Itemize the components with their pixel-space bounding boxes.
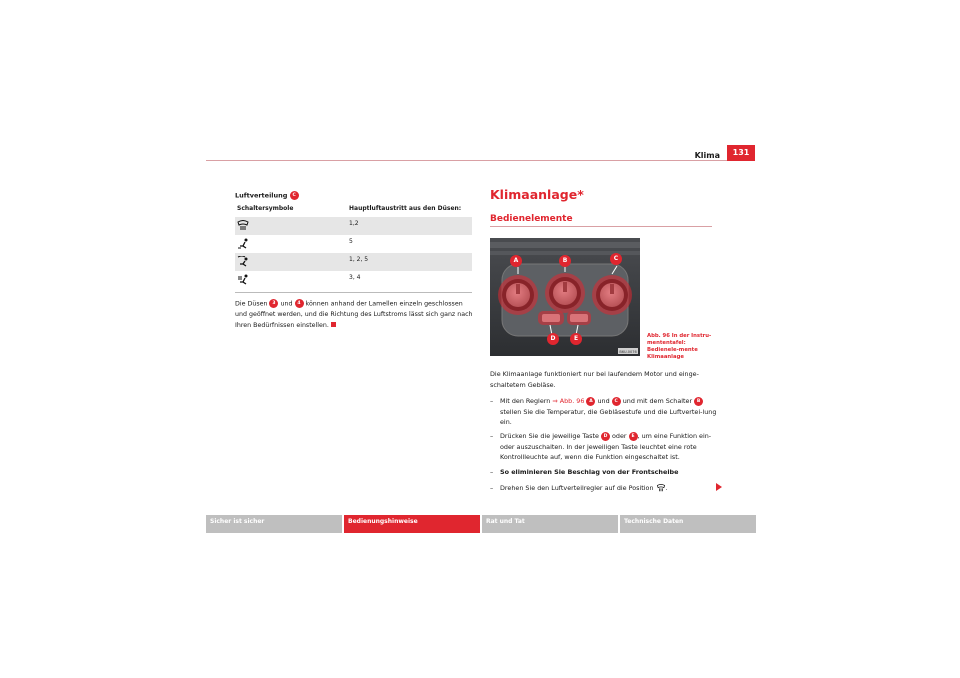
- figure-label-c: C: [610, 253, 622, 265]
- page-header-title: Klima: [694, 151, 720, 160]
- footer-tab-sicher[interactable]: Sicher ist sicher: [206, 515, 342, 533]
- page-number-badge: 131: [727, 145, 755, 161]
- figure-link[interactable]: ⇒ Abb. 96: [552, 397, 585, 405]
- list-item: – Mit den Reglern ⇒ Abb. 96 A und C und mit dem Schalter B stellen Sie die Temperatur, die Gebläsestufe und die Luftvertei-lung ein.: [490, 397, 717, 426]
- airflow-table: [235, 202, 472, 289]
- outlet-value: 5: [349, 238, 353, 245]
- ref-marker: 4: [295, 299, 304, 308]
- end-of-section-icon: [331, 322, 336, 327]
- outlet-value: 1,2: [349, 220, 359, 227]
- header-rule: [206, 160, 754, 161]
- windshield-footwell-icon: [237, 256, 249, 267]
- figure-code: B6U-0076: [619, 350, 637, 354]
- figure-caption: Abb. 96 In der Instru-mententafel: Bedienele-mente Klimaanlage: [647, 333, 712, 360]
- next-page-arrow-icon[interactable]: [716, 483, 722, 491]
- outlet-value: 3, 4: [349, 274, 361, 281]
- list-item: – Drehen Sie den Luftverteilregler auf die Position .: [490, 484, 668, 492]
- table-header-symbols: Schaltersymbole: [237, 205, 294, 212]
- footer-tab-bedienungshinweise[interactable]: Bedienungshinweise: [344, 515, 480, 533]
- figure-label-e: E: [570, 333, 582, 345]
- windshield-defrost-icon: [237, 220, 249, 231]
- outlet-value: 1, 2, 5: [349, 256, 369, 263]
- section-heading-luftverteilung: [235, 191, 299, 200]
- figure-label-d: D: [547, 333, 559, 345]
- table-header-row: [235, 202, 472, 217]
- list-item: – So eliminieren Sie Beschlag von der Frontscheibe: [490, 468, 679, 476]
- footer-tab-technische-daten[interactable]: Technische Daten: [620, 515, 756, 533]
- figure-label-a: A: [510, 255, 522, 267]
- ref-marker: E: [629, 432, 638, 441]
- ref-marker: C: [290, 191, 299, 200]
- windshield-defrost-icon: [656, 484, 666, 492]
- list-item: – Drücken Sie die jeweilige Taste D oder E , um eine Funktion ein- oder auszuschalten. In der jeweiligen Taste leuchtet eine rote Kontrollleuchte auf, wenn die Funktion eingeschaltet ist.: [490, 432, 712, 461]
- table-header-outlets: Hauptluftaustritt aus den Düsen:: [349, 205, 462, 212]
- heading-text: Luftverteilung: [235, 191, 288, 200]
- ref-marker: D: [601, 432, 610, 441]
- table-row: [235, 217, 472, 235]
- ref-marker: B: [694, 397, 703, 406]
- footwell-airflow-icon: [237, 238, 249, 249]
- table-bottom-rule: [235, 292, 472, 293]
- ref-marker: C: [612, 397, 621, 406]
- ref-marker: A: [586, 397, 595, 406]
- table-row: [235, 235, 472, 253]
- figure-label-b: B: [559, 255, 571, 267]
- section-title: Klimaanlage*: [490, 187, 584, 202]
- subsection-rule: [490, 226, 712, 227]
- table-row: [235, 253, 472, 271]
- footer-tab-rat-und-tat[interactable]: Rat und Tat: [482, 515, 618, 533]
- vents-paragraph: Die Düsen 3 und 4 können anhand der Lamellen einzeln geschlossen und geöffnet werden, und die Richtung des Luftstroms lässt sich ganz nach Ihren Bedürfnissen einstellen.: [235, 300, 473, 329]
- face-airflow-icon: [237, 274, 249, 285]
- subsection-title: Bedienelemente: [490, 214, 573, 224]
- intro-paragraph: Die Klimaanlage funktioniert nur bei laufendem Motor und einge-schaltetem Gebläse.: [490, 370, 699, 389]
- ref-marker: 3: [269, 299, 278, 308]
- table-row: [235, 271, 472, 289]
